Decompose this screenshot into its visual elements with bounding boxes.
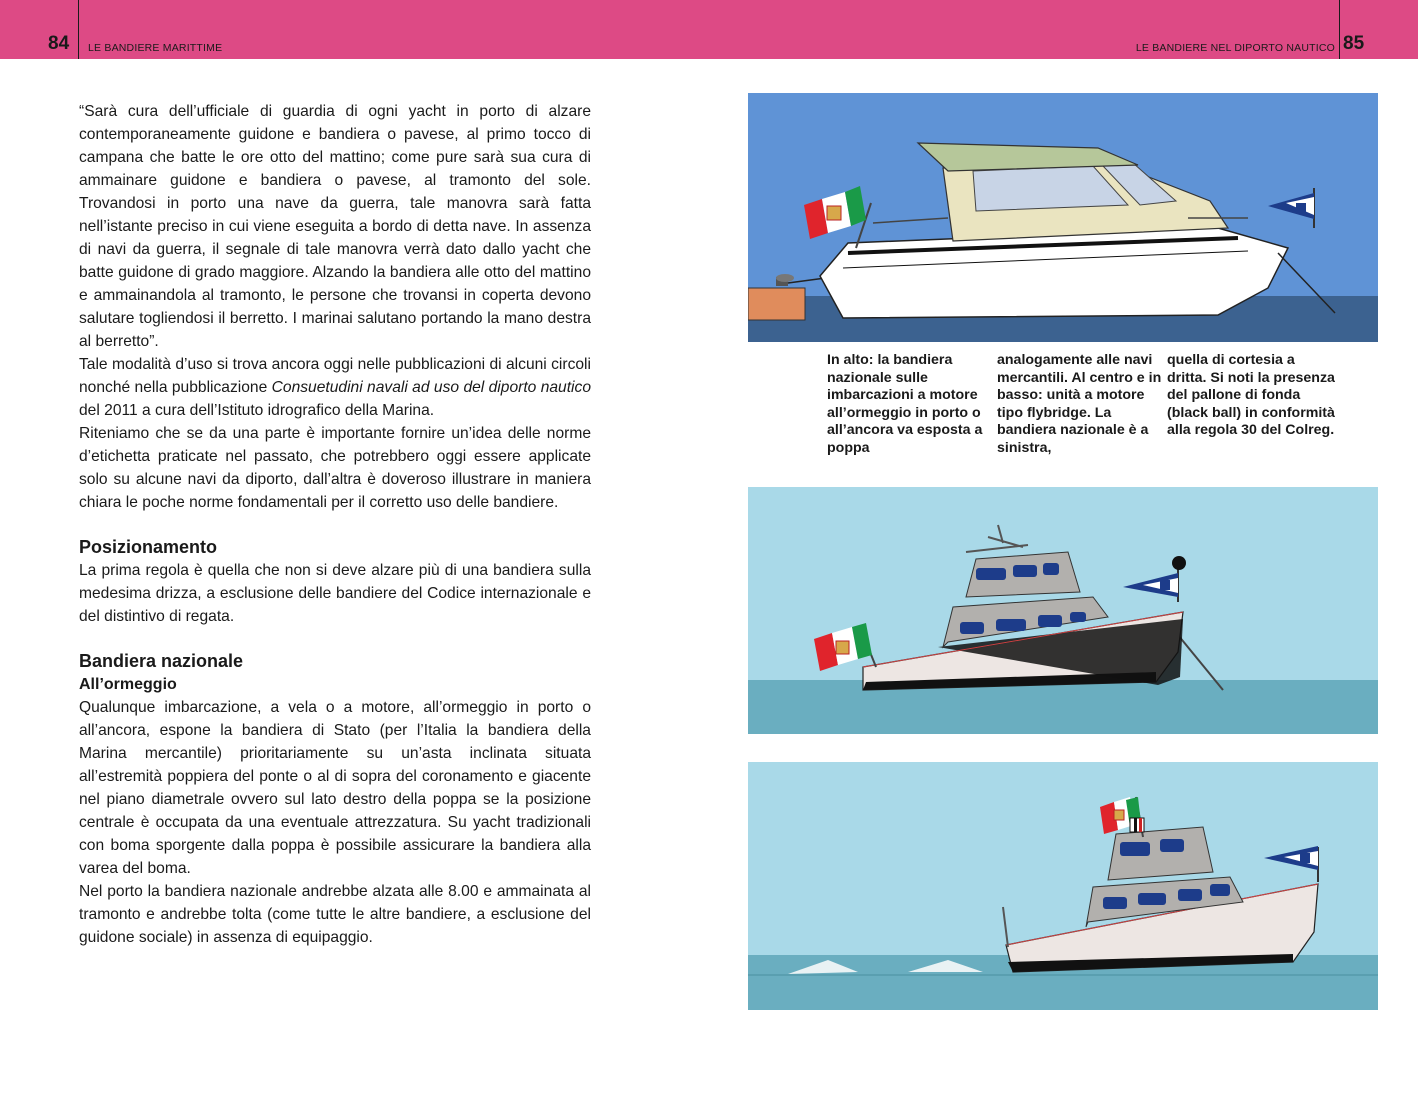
flybridge-underway-illustration (748, 762, 1378, 1010)
heading-bandiera-nazionale: Bandiera nazionale (79, 651, 244, 671)
right-running-title: LE BANDIERE NEL DIPORTO NAUTICO (1135, 42, 1335, 54)
paragraph-first-rule: La prima regola è quella che non si deve alzare più di una bandiera sulla medesima drizza, a esclusione delle bandiere del Codice internazionale e del distintivo di regata. (79, 562, 591, 625)
paragraph-ormeggio: Qualunque imbarcazione, a vela o a motore, all’ormeggio in porto o all’ancora, espone la bandiera di Stato (per l’Italia la bandiera della Marina mercantile) prioritariamente su un’asta inclinata situata all’estremità poppiera del ponte o al di sopra del coronamento e giacente nel piano diametrale ovvero sul lato destro della poppa se la posizione centrale è occupata da una eventuale attrezzatura. Su yacht tradizionali con boma sporgente dalla poppa è possibile assicurare la bandiera alla varea del boma. (79, 699, 591, 877)
subheading-ormeggio: All’ormeggio (79, 676, 177, 693)
caption-column-3: quella di cortesia a dritta. Si noti la presenza del pallone di fonda (black ball) in conformità alla regola 30 del Colreg. (1167, 352, 1335, 439)
header-divider-left (78, 0, 79, 59)
left-running-title: LE BANDIERE MARITTIME (88, 42, 223, 54)
motorboat-moored-illustration (748, 93, 1378, 342)
heading-posizionamento: Posizionamento (79, 537, 218, 557)
caption-column-2: analogamente alle navi mercantili. Al centro e in basso: unità a motore tipo flybridge. La bandiera nazionale è a sinistra, (997, 352, 1162, 456)
paragraph-rules-intro: Riteniamo che se da una parte è importante fornire un’idea delle norme d’etichetta praticate nel passato, che potrebbero oggi essere applicate solo su alcune navi da diporto, dall’altra è doveroso illustrare in maniera chiara le poche norme fondamentali per il corretto uso delle bandiere. (79, 425, 591, 511)
figure-caption (827, 352, 1337, 458)
publication-title: Consuetudini navali ad uso del diporto nautico (271, 379, 591, 396)
flybridge-at-anchor-illustration (748, 487, 1378, 734)
quote-paragraph: “Sarà cura dell’ufficiale di guardia di ogni yacht in porto di alzare contemporaneamente guidone e bandiera o pavese, al primo tocco di campana che batte le ore otto del mattino; come pure sarà sua cura di ammainare guidone e bandiera o pavese, al tramonto del sole. Trovandosi in porto una nave da guerra, tale manovra sarà fatta nell’istante preciso in cui viene eseguita a bordo di detta nave. In assenza di navi da guerra, il segnale di tale manovra verrà dato dallo yacht che batte guidone di grado maggiore. Alzando la bandiera alle otto del mattino e ammainandola al tramonto, le persone che trovansi in coperta devono salutare togliendosi il berretto. I marinai salutano portando la mano destra al berretto”. (79, 103, 591, 350)
paragraph-publications-end: del 2011 a cura dell’Istituto idrografico della Marina. (79, 402, 435, 419)
body-text-column (79, 100, 591, 949)
right-page-number: 85 (1343, 33, 1365, 54)
paragraph-publications-start: Tale modalità d’uso si trova ancora oggi nelle pubblicazioni di alcuni circoli nonché nella pubblicazione (79, 356, 591, 396)
paragraph-porto: Nel porto la bandiera nazionale andrebbe alzata alle 8.00 e ammainata al tramonto e andrebbe tolta (come tutte le altre bandiere, a esclusione del guidone sociale) in assenza di equipaggio. (79, 883, 591, 946)
caption-column-1: In alto: la bandiera nazionale sulle imbarcazioni a motore all’ormeggio in porto o all’ancora va esposta a poppa (827, 352, 983, 456)
header-divider-right (1339, 0, 1340, 59)
left-page-number: 84 (48, 33, 70, 54)
paragraph-publications (79, 353, 591, 422)
